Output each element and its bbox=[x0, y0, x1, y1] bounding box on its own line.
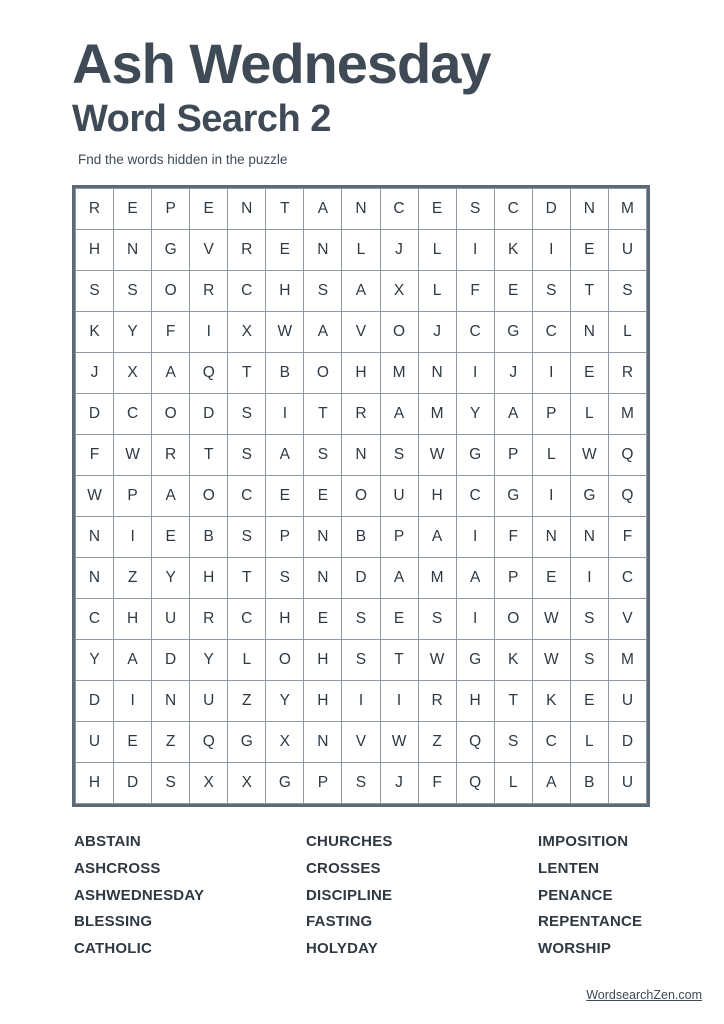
letter-cell[interactable]: S bbox=[304, 271, 342, 312]
letter-cell[interactable]: Y bbox=[190, 640, 228, 681]
letter-grid-row bbox=[76, 722, 647, 763]
letter-cell[interactable]: S bbox=[570, 640, 608, 681]
letter-cell[interactable]: H bbox=[304, 640, 342, 681]
letter-cell[interactable]: Y bbox=[114, 312, 152, 353]
letter-cell[interactable]: N bbox=[304, 230, 342, 271]
letter-cell[interactable]: W bbox=[532, 599, 570, 640]
letter-cell[interactable]: M bbox=[418, 558, 456, 599]
letter-cell[interactable]: A bbox=[342, 271, 380, 312]
letter-cell[interactable]: H bbox=[76, 763, 114, 804]
letter-cell[interactable]: A bbox=[152, 353, 190, 394]
letter-cell[interactable]: E bbox=[266, 476, 304, 517]
letter-cell[interactable]: U bbox=[380, 476, 418, 517]
letter-grid-row bbox=[76, 476, 647, 517]
letter-cell[interactable]: E bbox=[418, 189, 456, 230]
letter-cell[interactable]: S bbox=[608, 271, 646, 312]
letter-cell[interactable]: S bbox=[228, 394, 266, 435]
letter-grid-row bbox=[76, 763, 647, 804]
word-list-item: PENANCE bbox=[538, 886, 613, 904]
letter-cell[interactable]: B bbox=[190, 517, 228, 558]
letter-cell[interactable]: I bbox=[380, 681, 418, 722]
letter-cell[interactable]: C bbox=[228, 476, 266, 517]
word-list-item: LENTEN bbox=[538, 859, 600, 877]
letter-grid-row bbox=[76, 189, 647, 230]
letter-cell[interactable]: I bbox=[190, 312, 228, 353]
letter-grid-row bbox=[76, 435, 647, 476]
letter-cell[interactable]: W bbox=[418, 640, 456, 681]
letter-cell[interactable]: R bbox=[342, 394, 380, 435]
letter-cell[interactable]: A bbox=[266, 435, 304, 476]
letter-cell[interactable]: F bbox=[608, 517, 646, 558]
letter-cell[interactable]: U bbox=[608, 230, 646, 271]
letter-cell[interactable]: A bbox=[418, 517, 456, 558]
word-list-item: DISCIPLINE bbox=[306, 886, 393, 904]
letter-cell[interactable]: C bbox=[76, 599, 114, 640]
word-list-item: ABSTAIN bbox=[74, 833, 141, 851]
letter-cell[interactable]: L bbox=[228, 640, 266, 681]
letter-cell[interactable]: I bbox=[266, 394, 304, 435]
word-list-item: WORSHIP bbox=[538, 939, 612, 957]
letter-cell[interactable]: H bbox=[418, 476, 456, 517]
word-list-item: FASTING bbox=[306, 913, 373, 931]
letter-cell[interactable]: U bbox=[608, 681, 646, 722]
letter-cell[interactable]: I bbox=[532, 230, 570, 271]
letter-cell[interactable]: I bbox=[456, 353, 494, 394]
letter-cell[interactable]: G bbox=[228, 722, 266, 763]
letter-cell[interactable]: E bbox=[380, 599, 418, 640]
letter-cell[interactable]: O bbox=[152, 394, 190, 435]
letter-cell[interactable]: S bbox=[114, 271, 152, 312]
letter-cell[interactable]: P bbox=[304, 763, 342, 804]
letter-cell[interactable]: K bbox=[494, 230, 532, 271]
letter-cell[interactable]: V bbox=[342, 312, 380, 353]
letter-cell[interactable]: P bbox=[380, 517, 418, 558]
letter-grid-row bbox=[76, 640, 647, 681]
letter-cell[interactable]: A bbox=[532, 763, 570, 804]
letter-cell[interactable]: E bbox=[152, 517, 190, 558]
letter-cell[interactable]: D bbox=[190, 394, 228, 435]
letter-cell[interactable]: E bbox=[114, 189, 152, 230]
letter-cell[interactable]: K bbox=[494, 640, 532, 681]
letter-cell[interactable]: E bbox=[532, 558, 570, 599]
letter-cell[interactable]: N bbox=[304, 558, 342, 599]
letter-cell[interactable]: C bbox=[532, 312, 570, 353]
letter-cell[interactable]: A bbox=[152, 476, 190, 517]
letter-cell[interactable]: S bbox=[456, 189, 494, 230]
letter-cell[interactable]: F bbox=[76, 435, 114, 476]
letter-cell[interactable]: W bbox=[266, 312, 304, 353]
letter-cell[interactable]: M bbox=[608, 394, 646, 435]
letter-cell[interactable]: D bbox=[76, 394, 114, 435]
letter-cell[interactable]: A bbox=[114, 640, 152, 681]
letter-grid-row bbox=[76, 517, 647, 558]
letter-cell[interactable]: E bbox=[114, 722, 152, 763]
letter-cell[interactable]: I bbox=[532, 353, 570, 394]
letter-cell[interactable]: K bbox=[532, 681, 570, 722]
letter-cell[interactable]: F bbox=[418, 763, 456, 804]
letter-cell[interactable]: N bbox=[114, 230, 152, 271]
letter-cell[interactable]: D bbox=[114, 763, 152, 804]
letter-cell[interactable]: C bbox=[608, 558, 646, 599]
letter-cell[interactable]: S bbox=[342, 599, 380, 640]
letter-cell[interactable]: G bbox=[152, 230, 190, 271]
letter-cell[interactable]: L bbox=[570, 394, 608, 435]
letter-cell[interactable]: H bbox=[266, 271, 304, 312]
letter-cell[interactable]: S bbox=[342, 640, 380, 681]
letter-cell[interactable]: Z bbox=[152, 722, 190, 763]
letter-cell[interactable]: B bbox=[266, 353, 304, 394]
letter-cell[interactable]: E bbox=[570, 353, 608, 394]
letter-cell[interactable]: M bbox=[380, 353, 418, 394]
letter-grid-row bbox=[76, 230, 647, 271]
letter-cell[interactable]: O bbox=[494, 599, 532, 640]
word-list-column-1 bbox=[74, 829, 306, 962]
letter-cell[interactable]: N bbox=[76, 517, 114, 558]
letter-cell[interactable]: A bbox=[494, 394, 532, 435]
letter-cell[interactable]: Y bbox=[76, 640, 114, 681]
instructions-text: Fnd the words hidden in the puzzle bbox=[78, 152, 288, 168]
letter-cell[interactable]: H bbox=[456, 681, 494, 722]
letter-cell[interactable]: N bbox=[304, 517, 342, 558]
letter-cell[interactable]: P bbox=[532, 394, 570, 435]
letter-cell[interactable]: O bbox=[152, 271, 190, 312]
letter-cell[interactable]: K bbox=[76, 312, 114, 353]
letter-cell[interactable]: N bbox=[228, 189, 266, 230]
letter-cell[interactable]: H bbox=[76, 230, 114, 271]
letter-cell[interactable]: A bbox=[380, 394, 418, 435]
letter-cell[interactable]: G bbox=[456, 640, 494, 681]
letter-cell[interactable]: N bbox=[304, 722, 342, 763]
letter-cell[interactable]: C bbox=[228, 271, 266, 312]
letter-cell[interactable]: C bbox=[456, 312, 494, 353]
letter-cell[interactable]: R bbox=[608, 353, 646, 394]
letter-cell[interactable]: S bbox=[494, 722, 532, 763]
letter-cell[interactable]: O bbox=[342, 476, 380, 517]
letter-cell[interactable]: S bbox=[532, 271, 570, 312]
letter-cell[interactable]: N bbox=[418, 353, 456, 394]
letter-cell[interactable]: E bbox=[570, 681, 608, 722]
letter-cell[interactable]: C bbox=[494, 189, 532, 230]
letter-cell[interactable]: S bbox=[76, 271, 114, 312]
letter-cell[interactable]: S bbox=[266, 558, 304, 599]
letter-cell[interactable]: S bbox=[418, 599, 456, 640]
letter-cell[interactable]: X bbox=[266, 722, 304, 763]
letter-cell[interactable]: P bbox=[152, 189, 190, 230]
word-list-item: IMPOSITION bbox=[538, 833, 629, 851]
letter-grid-row bbox=[76, 353, 647, 394]
letter-cell[interactable]: Y bbox=[152, 558, 190, 599]
word-list-item: CHURCHES bbox=[306, 833, 393, 851]
letter-cell[interactable]: Q bbox=[190, 722, 228, 763]
letter-grid-row bbox=[76, 558, 647, 599]
letter-cell[interactable]: T bbox=[494, 681, 532, 722]
letter-cell[interactable]: L bbox=[418, 271, 456, 312]
letter-cell[interactable]: M bbox=[608, 640, 646, 681]
word-search-grid bbox=[72, 185, 650, 807]
letter-cell[interactable]: Z bbox=[228, 681, 266, 722]
letter-cell[interactable]: D bbox=[608, 722, 646, 763]
letter-cell[interactable]: M bbox=[608, 189, 646, 230]
letter-cell[interactable]: S bbox=[304, 435, 342, 476]
letter-cell[interactable]: W bbox=[418, 435, 456, 476]
letter-cell[interactable]: R bbox=[228, 230, 266, 271]
letter-cell[interactable]: H bbox=[114, 599, 152, 640]
letter-cell[interactable]: E bbox=[304, 476, 342, 517]
letter-cell[interactable]: G bbox=[494, 476, 532, 517]
letter-cell[interactable]: Q bbox=[456, 722, 494, 763]
letter-cell[interactable]: S bbox=[342, 763, 380, 804]
letter-cell[interactable]: B bbox=[570, 763, 608, 804]
letter-cell[interactable]: H bbox=[266, 599, 304, 640]
letter-cell[interactable]: I bbox=[456, 517, 494, 558]
page-title: Ash Wednesday bbox=[72, 32, 491, 95]
letter-cell[interactable]: C bbox=[456, 476, 494, 517]
letter-cell[interactable]: L bbox=[532, 435, 570, 476]
letter-cell[interactable]: N bbox=[570, 517, 608, 558]
letter-cell[interactable]: L bbox=[418, 230, 456, 271]
letter-cell[interactable]: R bbox=[152, 435, 190, 476]
letter-cell[interactable]: T bbox=[380, 640, 418, 681]
letter-cell[interactable]: E bbox=[190, 189, 228, 230]
letter-cell[interactable]: I bbox=[114, 681, 152, 722]
letter-cell[interactable]: C bbox=[114, 394, 152, 435]
letter-cell[interactable]: S bbox=[228, 435, 266, 476]
letter-cell[interactable]: P bbox=[494, 558, 532, 599]
letter-cell[interactable]: T bbox=[190, 435, 228, 476]
word-list-item: REPENTANCE bbox=[538, 913, 643, 931]
letter-cell[interactable]: A bbox=[456, 558, 494, 599]
word-list-item: BLESSING bbox=[74, 913, 153, 931]
word-list-item: CROSSES bbox=[306, 859, 381, 877]
letter-cell[interactable]: W bbox=[114, 435, 152, 476]
letter-cell[interactable]: B bbox=[342, 517, 380, 558]
letter-cell[interactable]: O bbox=[266, 640, 304, 681]
letter-cell[interactable]: H bbox=[304, 681, 342, 722]
letter-cell[interactable]: N bbox=[532, 517, 570, 558]
letter-cell[interactable]: T bbox=[304, 394, 342, 435]
letter-cell[interactable]: L bbox=[570, 722, 608, 763]
letter-cell[interactable]: F bbox=[152, 312, 190, 353]
word-list-column-2 bbox=[306, 829, 538, 962]
letter-cell[interactable]: T bbox=[228, 353, 266, 394]
letter-cell[interactable]: Q bbox=[608, 476, 646, 517]
letter-cell[interactable]: I bbox=[114, 517, 152, 558]
letter-cell[interactable]: I bbox=[342, 681, 380, 722]
letter-grid-table bbox=[75, 188, 647, 804]
letter-cell[interactable]: E bbox=[266, 230, 304, 271]
letter-cell[interactable]: X bbox=[114, 353, 152, 394]
word-list-item: CATHOLIC bbox=[74, 939, 152, 957]
letter-cell[interactable]: D bbox=[76, 681, 114, 722]
letter-cell[interactable]: Q bbox=[190, 353, 228, 394]
letter-cell[interactable]: J bbox=[494, 353, 532, 394]
letter-cell[interactable]: R bbox=[76, 189, 114, 230]
letter-cell[interactable]: N bbox=[342, 189, 380, 230]
letter-cell[interactable]: X bbox=[380, 271, 418, 312]
letter-cell[interactable]: R bbox=[190, 271, 228, 312]
letter-cell[interactable]: I bbox=[456, 230, 494, 271]
letter-cell[interactable]: W bbox=[570, 435, 608, 476]
letter-cell[interactable]: G bbox=[456, 435, 494, 476]
letter-cell[interactable]: I bbox=[570, 558, 608, 599]
letter-cell[interactable]: V bbox=[190, 230, 228, 271]
letter-cell[interactable]: E bbox=[304, 599, 342, 640]
letter-cell[interactable]: D bbox=[152, 640, 190, 681]
letter-cell[interactable]: L bbox=[608, 312, 646, 353]
page-subtitle: Word Search 2 bbox=[72, 98, 331, 141]
letter-cell[interactable]: I bbox=[532, 476, 570, 517]
letter-cell[interactable]: D bbox=[342, 558, 380, 599]
letter-cell[interactable]: H bbox=[342, 353, 380, 394]
letter-cell[interactable]: P bbox=[494, 435, 532, 476]
word-list-item: HOLYDAY bbox=[306, 939, 378, 957]
letter-cell[interactable]: G bbox=[266, 763, 304, 804]
letter-cell[interactable]: P bbox=[266, 517, 304, 558]
letter-cell[interactable]: V bbox=[342, 722, 380, 763]
letter-cell[interactable]: U bbox=[190, 681, 228, 722]
letter-cell[interactable]: Q bbox=[608, 435, 646, 476]
letter-cell[interactable]: C bbox=[228, 599, 266, 640]
letter-cell[interactable]: J bbox=[380, 763, 418, 804]
word-list bbox=[74, 829, 674, 962]
letter-cell[interactable]: W bbox=[380, 722, 418, 763]
letter-cell[interactable]: G bbox=[494, 312, 532, 353]
letter-cell[interactable]: L bbox=[342, 230, 380, 271]
letter-cell[interactable]: Q bbox=[456, 763, 494, 804]
letter-grid-row bbox=[76, 599, 647, 640]
letter-cell[interactable]: O bbox=[304, 353, 342, 394]
letter-cell[interactable]: T bbox=[570, 271, 608, 312]
letter-cell[interactable]: E bbox=[570, 230, 608, 271]
letter-cell[interactable]: W bbox=[76, 476, 114, 517]
letter-cell[interactable]: T bbox=[228, 558, 266, 599]
letter-cell[interactable]: O bbox=[190, 476, 228, 517]
letter-cell[interactable]: U bbox=[76, 722, 114, 763]
letter-cell[interactable]: P bbox=[114, 476, 152, 517]
letter-grid-body bbox=[76, 189, 647, 804]
letter-cell[interactable]: Z bbox=[114, 558, 152, 599]
letter-cell[interactable]: S bbox=[152, 763, 190, 804]
letter-cell[interactable]: N bbox=[152, 681, 190, 722]
letter-grid-row bbox=[76, 271, 647, 312]
letter-cell[interactable]: C bbox=[532, 722, 570, 763]
letter-cell[interactable]: M bbox=[418, 394, 456, 435]
letter-grid-row bbox=[76, 312, 647, 353]
letter-cell[interactable]: Y bbox=[266, 681, 304, 722]
letter-cell[interactable]: H bbox=[190, 558, 228, 599]
letter-cell[interactable]: C bbox=[380, 189, 418, 230]
letter-cell[interactable]: G bbox=[570, 476, 608, 517]
letter-cell[interactable]: N bbox=[76, 558, 114, 599]
letter-cell[interactable]: A bbox=[380, 558, 418, 599]
letter-grid-row bbox=[76, 681, 647, 722]
letter-cell[interactable]: A bbox=[304, 312, 342, 353]
letter-cell[interactable]: N bbox=[570, 312, 608, 353]
letter-cell[interactable]: T bbox=[266, 189, 304, 230]
letter-cell[interactable]: S bbox=[570, 599, 608, 640]
letter-grid-row bbox=[76, 394, 647, 435]
letter-cell[interactable]: R bbox=[190, 599, 228, 640]
letter-cell[interactable]: J bbox=[418, 312, 456, 353]
letter-cell[interactable]: R bbox=[418, 681, 456, 722]
letter-cell[interactable]: E bbox=[494, 271, 532, 312]
letter-cell[interactable]: F bbox=[494, 517, 532, 558]
letter-cell[interactable]: U bbox=[608, 763, 646, 804]
letter-cell[interactable]: L bbox=[494, 763, 532, 804]
word-list-column-3 bbox=[538, 829, 642, 962]
letter-cell[interactable]: I bbox=[456, 599, 494, 640]
word-list-item: ASHCROSS bbox=[74, 859, 161, 877]
letter-cell[interactable]: Y bbox=[456, 394, 494, 435]
letter-cell[interactable]: F bbox=[456, 271, 494, 312]
word-list-item: ASHWEDNESDAY bbox=[74, 886, 205, 904]
letter-cell[interactable]: N bbox=[342, 435, 380, 476]
letter-cell[interactable]: D bbox=[532, 189, 570, 230]
letter-cell[interactable]: X bbox=[228, 312, 266, 353]
letter-cell[interactable]: J bbox=[76, 353, 114, 394]
letter-cell[interactable]: X bbox=[190, 763, 228, 804]
letter-cell[interactable]: Z bbox=[418, 722, 456, 763]
letter-cell[interactable]: N bbox=[570, 189, 608, 230]
letter-cell[interactable]: O bbox=[380, 312, 418, 353]
letter-cell[interactable]: V bbox=[608, 599, 646, 640]
footer-credit-link[interactable]: WordsearchZen.com bbox=[586, 988, 702, 1002]
letter-cell[interactable]: X bbox=[228, 763, 266, 804]
letter-cell[interactable]: S bbox=[228, 517, 266, 558]
letter-cell[interactable]: A bbox=[304, 189, 342, 230]
letter-cell[interactable]: S bbox=[380, 435, 418, 476]
letter-cell[interactable]: W bbox=[532, 640, 570, 681]
letter-cell[interactable]: U bbox=[152, 599, 190, 640]
letter-cell[interactable]: J bbox=[380, 230, 418, 271]
